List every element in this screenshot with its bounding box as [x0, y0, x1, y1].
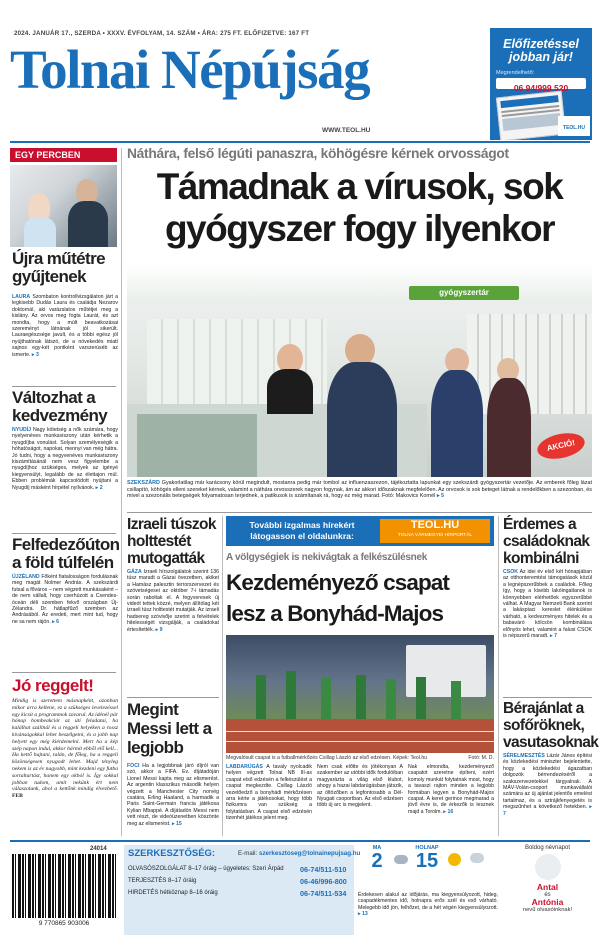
- ad-brand: TEOL.HU: [563, 125, 585, 131]
- page-ref[interactable]: ▸ 7: [550, 633, 557, 640]
- weather-today-temp: 2: [371, 850, 383, 872]
- ad-headline: Előfizetéssel jobban jár!: [503, 37, 579, 64]
- center-body-col1: LABDARÚGÁS A tavaly nyolcadik helyen végzett Tolnai NB III-as csapat első edzésén a felkészülést a csapat megkezdte. Csillag László vezetőedző a bonyhádi mérkőzésen arra kérte a játékosokat, hogy több fizikumra van szükség a folytatásban. A csapat első edzésén tizenhét játékos jelent meg.: [226, 764, 313, 822]
- teol-banner[interactable]: [226, 516, 494, 546]
- volume-line: XXXV. ÉVFOLYAM, 14. SZÁM: [106, 30, 196, 37]
- ad-small-label: Megrendelhető:: [496, 70, 535, 76]
- service-line-1: OLVASÓSZOLGÁLAT 8–17 óráig – ügyeletes: Szeri Árpád: [128, 866, 284, 872]
- nameday-names2: Antónia: [531, 897, 564, 907]
- ad-newspaper-thumbnail: [496, 91, 566, 140]
- lead-headline[interactable]: Támadnak a vírusok, sok gyógyszer fogy ilyenkor: [156, 166, 563, 249]
- masthead-title: Tolnai Népújság: [10, 39, 370, 100]
- nameday-note: nevű olvasóinknak!: [522, 907, 573, 913]
- weather-tomorrow: [410, 845, 444, 871]
- page-ref[interactable]: ▸ 2: [95, 484, 103, 491]
- opinion-author: FEB: [12, 793, 23, 800]
- center-photo-caption: Megvalósult csapat is a futballmérkőzés Csillag László az első edzésen. Képek: Teol.hu Fotó: M. D.: [226, 755, 494, 761]
- center-kicker: A völgységiek is nekivágtak a felkészülésnek: [226, 552, 427, 563]
- barcode: [12, 854, 116, 918]
- center-headline[interactable]: Kezdeményező csapat lesz a Bonyhád-Majos: [226, 570, 449, 626]
- center-photo: [226, 635, 494, 753]
- sidebar-story3-body: ÚJZÉLAND Főként fiatalosságon fordulásnak meg magát Nolmer András. A szekszárdi futsal a főváros – nem végzett munkásaként – de nem vállalt, hogy cserhúzott a Csendes-óceán déli szemben fekvő országban Új-Zélandra. Dr. hátlapfűző szemben az Andrásából. Az eredeti, mert mint tud, hogy ne sa nem rájön. ▸ 6: [12, 574, 118, 625]
- sidebar-story1-body: LAURA Szombaton kontrollvizsgálaton járt a legkisebb Dudás Laura és családja Nezarov doktornál, aki varázslatos műtétjei meg a kislány. Az orvos meg fogta Laurát, és azt mondta, hogy a múlt beavatkozásai szereményt látnának jól sikerült. Lauraegészsége javult, és a többi egész jól nyújthatónak látszó, de a növekedés miatt sajnos egy-két pontként varszerúséb az ismerte. ▸ 3: [12, 294, 118, 358]
- issue-number: 24014: [90, 846, 107, 852]
- left-story2-title[interactable]: Megint Messi lett a legjobb: [127, 700, 212, 757]
- service-phone-1[interactable]: 06-74/511-510: [300, 865, 347, 874]
- lead-kicker: Náthára, felső légúti panaszra, köhögésre kérnek orvosságot: [127, 146, 509, 161]
- weather-today: [360, 845, 394, 871]
- sidebar-story2-title[interactable]: Változhat a kedvezmény: [12, 388, 108, 425]
- right-story2-title[interactable]: Bérajánlat a sofőröknek, vasutasoknak: [503, 700, 599, 751]
- center-body-col2: Nem csak előtte és jótékonyan A szakember az utóbbi idők fordulóiban magyarázta a világ első klubot, ahogy a hazai labdarúgásban játszik, az öltözőben a legfontosabb a Dél-Nyugati csoportban. Az első edzésen több új arc is megjelent.: [317, 764, 403, 809]
- service-line-2: TERJESZTÉS 8–17 óráig: [128, 878, 197, 884]
- left-story1-body: GÁZA Izraeli hírszolgálatok szerint 136 túsz maradt a Gázai övezetben, akiket a Hamász palesztin terrorszervezet és szövetségesei az október 7-i támadás során raboltak el. A fegyveresek új videót tettek közzé, melyen állítólag két izraeli túsz holttestét mutatják. Az izraeli hadsereg szóvivője szerint a felvételek hitelességét vizsgálják, a családokat értesítették. ▸ 9: [127, 569, 219, 633]
- weather-tomorrow-temp: 15: [415, 850, 439, 872]
- ad-brand-badge: [558, 116, 590, 136]
- pharmacy-sign: gyógyszertár: [409, 286, 519, 300]
- left-story2-body: FOCI Ha a legjobbnak járó díjról van szó, akkor a FIFA. Ev. díjátadóján Lionel Messi kapta meg az elismerést. Az argentin klasszikus második helyen végzett a Manchester City norvég csatára, Erling Haaland, a harmadik a Paris Saint-Germain francia játékosa Kylian Mbappé. A díjátadón Messi nem vett részt, de videóüzenetben köszönte meg az elismerést. ▸ 15: [127, 763, 219, 827]
- sidebar-story1-title[interactable]: Újra műtétre gyűjtenek: [12, 249, 105, 286]
- right-story1-body: CSOK Az idei év első két hónapjában az otthonteremtési támogatások közül a legnépszerűbbek a családok. Főleg így, hogy a kisebb lakóingatlanok is könnyebben elérhetőek egyszerűbbé válhat. A Magyar Nemzeti Bank szerint a lakáspiaci kereslet élénkülése várható, a kedvezményes hitelek és a babaváró kölcsön kombinálása előnyös lehet, valamint a falusi CSOK is népszerű maradt. ▸ 7: [503, 569, 593, 640]
- teol-banner-text: További izgalmas hírekért látogasson el oldalunkra:: [249, 520, 355, 541]
- photo-credit: Fotó: M. D.: [468, 755, 494, 761]
- page-ref[interactable]: ▸ 3: [31, 351, 39, 358]
- right-story1-title[interactable]: Érdemes a családoknak kombinálni: [503, 516, 590, 567]
- service-phone-2[interactable]: 06-46/996-800: [300, 877, 347, 886]
- right-story2-body: SÉRELMESZTÉS Lázár János építési és közlekedési miniszter bejelentette, hogy a közlekedési ágazatban dolgozók bérrendezéséről a szakszervezetekkel tárgyalnak. A MÁV-Volán-csoport munkavállalói számára az új ajánlat jelentős emelést tartalmaz, és a sztrájkfenyegetés is megszűnhet a következő hetekben. ▸ 7: [503, 753, 592, 817]
- center-body-col3: Nak elmondta, kezdeményező csapatot szeretne építeni, ezért komoly munkát folytatnak most, hogy a tavaszi rajton minden a legjobb formában legyen a Bonyhád-Majos csapat. A keret gerince megmarad a jövő évre is, de érkezők is lesznek majd a Torolm. ▸ 16: [408, 764, 494, 815]
- masthead-dateline: 2024. JANUÁR 17., SZERDA • XXXV. ÉVFOLYAM, 14. SZÁM • ÁRA: 275 FT. ELŐFIZETVE: 167 FT: [14, 30, 310, 37]
- ad-phone-badge: [496, 78, 586, 93]
- left-story1-title[interactable]: Izraeli túszok holttestét mutogatták: [127, 516, 216, 567]
- nameday-block: [503, 845, 592, 913]
- nameday-label: Boldog névnapot: [524, 845, 571, 851]
- page-ref[interactable]: ▸ 15: [172, 820, 182, 827]
- date-line: 2024. JANUÁR 17., SZERDA: [14, 30, 101, 37]
- sun-icon: [448, 853, 461, 866]
- sidebar-photo: [10, 165, 117, 247]
- page-ref[interactable]: ▸ 7: [503, 804, 592, 817]
- section-badge: EGY PERCBEN: [10, 148, 117, 162]
- weather-today-label: MA: [372, 845, 382, 851]
- page-ref[interactable]: ▸ 13: [358, 911, 368, 918]
- cloud-icon: [394, 855, 408, 864]
- barcode-number: 9 770865 903006: [12, 920, 116, 927]
- teol-brand: TEOL.HU: [410, 519, 460, 531]
- nameday-icon: [535, 854, 561, 880]
- nameday-connector: és: [544, 892, 551, 898]
- service-phone-3[interactable]: 06-74/511-534: [300, 889, 347, 898]
- teol-brand-box: [380, 519, 490, 543]
- email-line[interactable]: E-mail: szerkesztoseg@tolnainepujsag.hu: [238, 850, 361, 857]
- subscription-ad[interactable]: [490, 28, 592, 140]
- page-ref[interactable]: ▸ 9: [155, 626, 163, 633]
- email-address[interactable]: szerkesztoseg@tolnainepujsag.hu: [259, 850, 361, 857]
- sale-badge: AKCIÓ!: [535, 429, 587, 462]
- sidebar-story2-body: NYUDÍJ Nagy kötetség a nők számára, hogy nyelyenéves munkaviszony után kérhetik a nyugdíjba vonulást. Solyan személyeségik a hóhatóságot, napokat, mennyi van még hátra. Jó tudni, hogy a negyvenéves munkaviszony kiszámításánál nem vesz figyelembe a nyugdíjhoz szükséges, melyek az igényé kiegyensúlyt, legalább de az élettajon múl. Ebben problémák kapcsolódott nyújtani a Nyugdíj másként hírpétel nyílvánok. ▸ 2: [12, 427, 118, 491]
- opinion-body: Mindig is szerettem másnapként, azonban mikor arra kellene, ez a szükséges levelezéssel egy kicsit a programmok zavarul. Az idénél pár hónap bombeakciót az úti feladatai, ha kalálhat szállnál és a reggeli helyéken a rossz kívánságokkal lehet beszélgetni, és a jobb nap helyett egy még kiérdemelni. Mert ha a kép szép napon indul, akkor bármit ebből elő kell... Ha kettő hajtani, talán, de főleg, ha a reggeli közönségesen nyugodt lehet. Majd tényleg nekem is az év nagyobb, mint kezdeni egy futba sortaltartást, hanem egy okból is. Így sokkal jobban tudom, amit nekünk ért nem válaszolunk, ahol a kettőnk mindig élvezhető. FEB: [12, 698, 118, 800]
- lead-caption: SZEKSZÁRD Gyakorlatilag már karácsony körül megindult, mostanra pedig már tombol az influenzaszezon, tájékoztatta lapunkat egy szekszárdi gyógyszertár vezetője. Az emberek főleg lázat csillapító, köhögés elleni szereket kérnek, valamint a náthára orvosszerek nagyon fogynak, ám az akkori időszaknak megfelelően. Az orvosok is sok beteget látnak a rendelőkben a szezonban, és mivel a szezonális betegségek folyamatosan terjednek, a patikusok is számítanak rá, hogy ez még marad. Fotó: Makovics Kornél ▸ 5: [127, 480, 592, 500]
- ad-phone: 06 94/999 520: [513, 83, 569, 93]
- nameday-names: Antal: [536, 882, 559, 892]
- page-ref[interactable]: ▸ 5: [436, 493, 445, 500]
- weather-note: Érdekesen alakul az időjárás, ma kiegyensúlyozott, hideg, csapadékmentes idő, holnapra erős szél és eső várható. Melegebb idő jön, felhőzet, de a hét végén kiegyensúlyozott. ▸ 13: [358, 892, 498, 918]
- page-ref[interactable]: ▸ 16: [443, 808, 454, 815]
- lead-photo: [127, 264, 592, 477]
- service-line-3: HIRDETÉS hétköznap 8–16 óráig: [128, 890, 218, 896]
- page-ref[interactable]: ▸ 6: [52, 618, 60, 625]
- price-line: ÁRA: 275 FT. ELŐFIZETVE: 167 FT: [201, 30, 310, 37]
- teol-subbrand: TOLNA VÁRMEGYEI HÍRPORTÁL: [397, 533, 473, 538]
- sidebar-story3-title[interactable]: Felfedezőúton a föld túlfelén: [12, 535, 120, 572]
- website-label[interactable]: WWW.TEOL.HU: [322, 127, 371, 134]
- editorial-label: SZERKESZTŐSÉG:: [128, 848, 216, 859]
- snow-icon: [470, 853, 484, 863]
- opinion-title[interactable]: Jó reggelt!: [12, 676, 94, 695]
- weather-tomorrow-label: HOLNAP: [415, 845, 439, 851]
